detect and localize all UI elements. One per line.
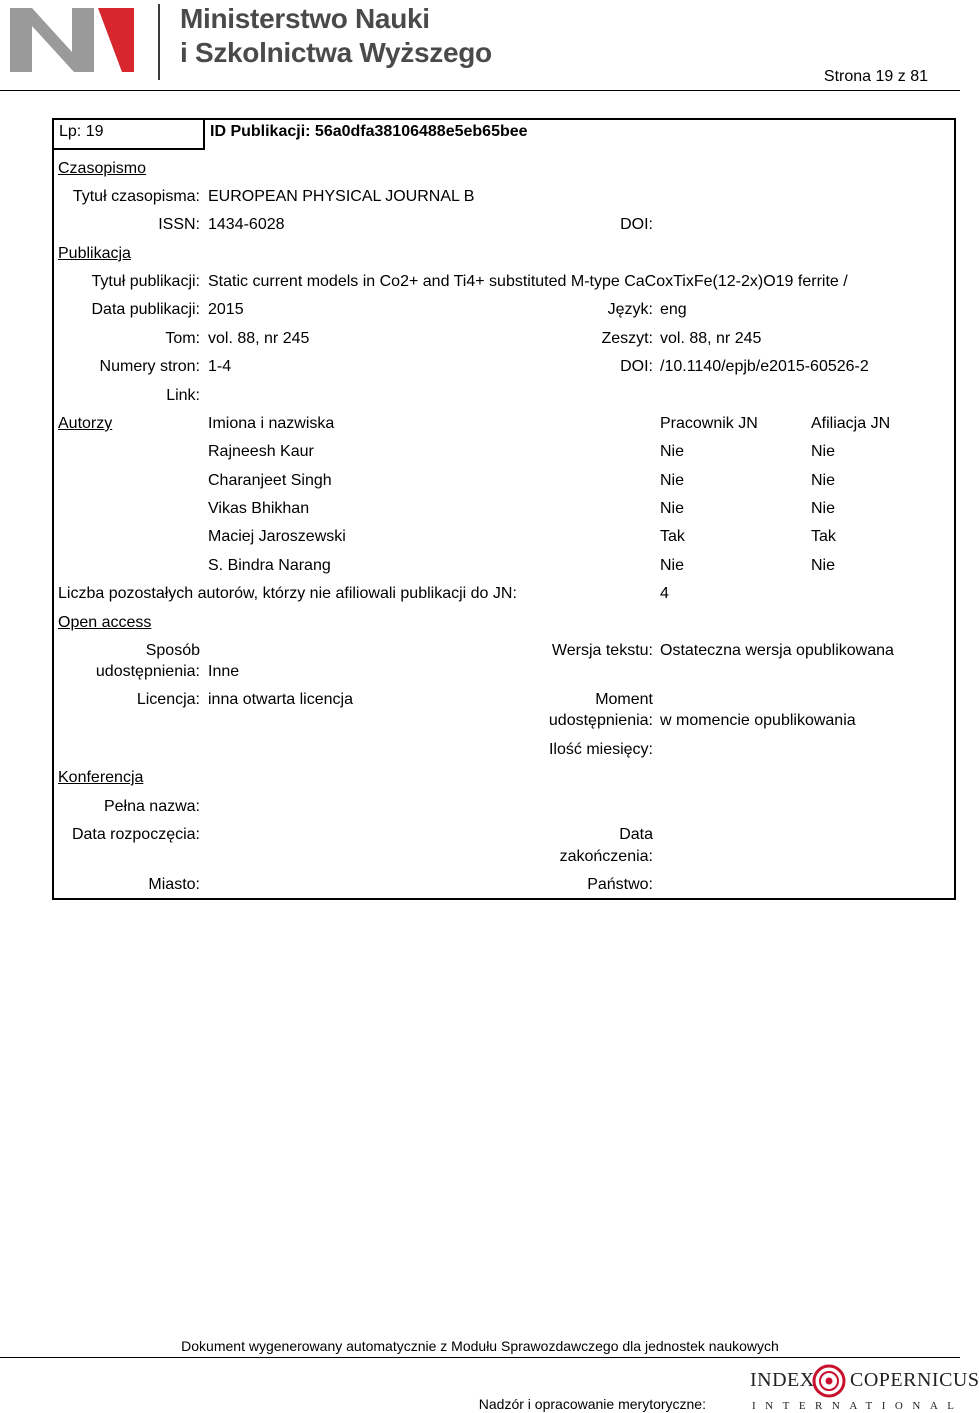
ic-logo-copernicus: COPERNICUS bbox=[850, 1369, 979, 1391]
author-name: S. Bindra Narang bbox=[208, 557, 331, 574]
author-employee: Nie bbox=[660, 443, 685, 460]
oa-version-label: Wersja tekstu: bbox=[551, 642, 653, 659]
pub-doi: /10.1140/epjb/e2015-60526-2 bbox=[660, 358, 869, 375]
remaining-authors-count: 4 bbox=[660, 585, 669, 602]
record-lp: Lp: 19 bbox=[59, 123, 104, 140]
oa-method-label-1: Sposób bbox=[145, 642, 200, 659]
pub-issue-label: Zeszyt: bbox=[601, 330, 653, 347]
journal-doi-label: DOI: bbox=[620, 216, 653, 233]
author-affiliation: Nie bbox=[811, 500, 836, 517]
pub-volume-label: Tom: bbox=[165, 330, 200, 347]
pub-doi-label: DOI: bbox=[620, 358, 653, 375]
ic-logo-international: INTERNATIONAL bbox=[752, 1400, 964, 1412]
oa-version: Ostateczna wersja opublikowana bbox=[660, 642, 894, 659]
remaining-authors-label: Liczba pozostałych autorów, którzy nie afiliowali publikacji do JN: bbox=[58, 585, 517, 602]
author-employee: Nie bbox=[660, 500, 685, 517]
conf-country-label: Państwo: bbox=[587, 876, 653, 893]
author-affiliation: Nie bbox=[811, 472, 836, 489]
pub-title-label: Tytuł publikacji: bbox=[91, 273, 200, 290]
author-employee: Nie bbox=[660, 557, 685, 574]
section-open-access: Open access bbox=[58, 614, 152, 631]
pub-link-label: Link: bbox=[166, 387, 200, 404]
conf-name-label: Pełna nazwa: bbox=[103, 798, 200, 815]
author-name: Maciej Jaroszewski bbox=[208, 528, 346, 545]
journal-title: EUROPEAN PHYSICAL JOURNAL B bbox=[208, 188, 475, 205]
author-name: Vikas Bhikhan bbox=[208, 500, 310, 517]
pub-issue: vol. 88, nr 245 bbox=[660, 330, 762, 347]
ic-logo-index: INDEX bbox=[750, 1369, 815, 1391]
section-journal: Czasopismo bbox=[58, 160, 147, 177]
author-affiliation: Nie bbox=[811, 557, 836, 574]
pub-pages-label: Numery stron: bbox=[99, 358, 200, 375]
author-name: Charanjeet Singh bbox=[208, 472, 332, 489]
section-authors: Autorzy bbox=[58, 415, 113, 432]
ministry-logo bbox=[10, 8, 134, 72]
footer-rule bbox=[0, 1357, 960, 1358]
authors-col-employee: Pracownik JN bbox=[660, 415, 758, 432]
conf-city-label: Miasto: bbox=[148, 876, 200, 893]
page-number: Strona 19 z 81 bbox=[823, 68, 928, 85]
conf-end-label-1: Data bbox=[619, 826, 653, 843]
ministry-name-line2: i Szkolnictwa Wyższego bbox=[180, 37, 492, 68]
pub-volume: vol. 88, nr 245 bbox=[208, 330, 310, 347]
ministry-name-line1: Ministerstwo Nauki bbox=[180, 3, 430, 34]
pub-lang: eng bbox=[660, 301, 687, 318]
header-rule bbox=[0, 90, 960, 91]
oa-method-label-2: udostępnienia: bbox=[95, 663, 200, 680]
pub-title: Static current models in Co2+ and Ti4+ substituted M-type CaCoxTixFe(12-2x)O19 ferrite / bbox=[208, 273, 848, 290]
oa-license: inna otwarta licencja bbox=[208, 691, 353, 708]
footer-generated-note: Dokument wygenerowany automatycznie z Modułu Sprawozdawczego dla jednostek naukowych bbox=[181, 1338, 779, 1354]
issn-label: ISSN: bbox=[158, 216, 200, 233]
section-conference: Konferencja bbox=[58, 769, 144, 786]
authors-col-name: Imiona i nazwiska bbox=[208, 415, 335, 432]
section-publication: Publikacja bbox=[58, 245, 131, 262]
oa-moment-label-2: udostępnienia: bbox=[548, 712, 653, 729]
author-affiliation: Tak bbox=[811, 528, 836, 545]
pub-date: 2015 bbox=[208, 301, 244, 318]
ic-logo-emblem-icon bbox=[812, 1364, 846, 1398]
conf-end-label-2: zakończenia: bbox=[559, 848, 653, 865]
journal-title-label: Tytuł czasopisma: bbox=[72, 188, 200, 205]
oa-license-label: Licencja: bbox=[136, 691, 200, 708]
oa-method: Inne bbox=[208, 663, 240, 680]
author-employee: Tak bbox=[660, 528, 685, 545]
author-name: Rajneesh Kaur bbox=[208, 443, 314, 460]
issn-value: 1434-6028 bbox=[208, 216, 285, 233]
authors-col-affiliation: Afiliacja JN bbox=[811, 415, 891, 432]
record-id: ID Publikacji: 56a0dfa38106488e5eb65bee bbox=[210, 123, 528, 140]
conf-start-label: Data rozpoczęcia: bbox=[71, 826, 200, 843]
ministry-name bbox=[180, 2, 492, 70]
pub-pages: 1-4 bbox=[208, 358, 232, 375]
oa-moment-label-1: Moment bbox=[595, 691, 653, 708]
author-affiliation: Nie bbox=[811, 443, 836, 460]
pub-date-label: Data publikacji: bbox=[91, 301, 200, 318]
author-employee: Nie bbox=[660, 472, 685, 489]
oa-months-label: Ilość miesięcy: bbox=[548, 741, 653, 758]
header-divider bbox=[158, 4, 160, 80]
pub-lang-label: Język: bbox=[607, 301, 653, 318]
oa-moment: w momencie opublikowania bbox=[660, 712, 856, 729]
footer-supervision: Nadzór i opracowanie merytoryczne: bbox=[478, 1396, 706, 1412]
